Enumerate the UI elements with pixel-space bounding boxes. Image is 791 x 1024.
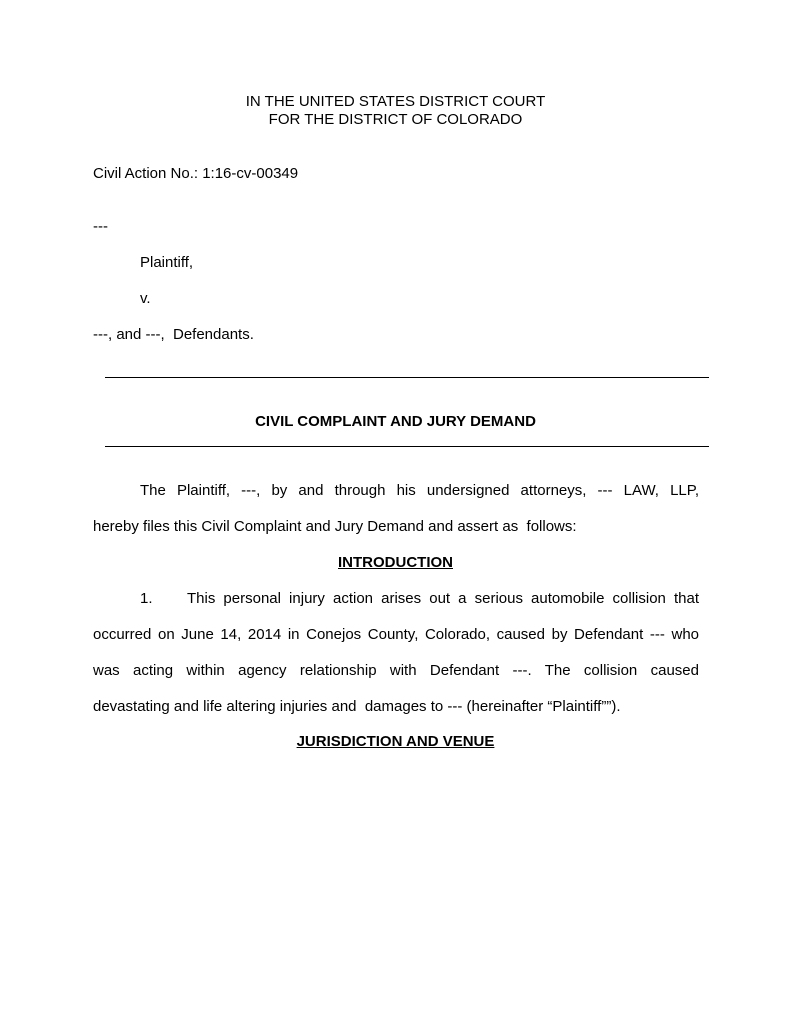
- title-bottom-rule: [105, 446, 709, 447]
- title-top-rule: [105, 377, 709, 378]
- plaintiff-label: Plaintiff,: [140, 254, 194, 271]
- court-name-line-2: FOR THE DISTRICT OF COLORADO: [268, 111, 523, 128]
- paragraph-1-line-1: [93, 590, 699, 626]
- defendants-line: ---, and ---, Defendants.: [93, 326, 254, 343]
- paragraph-1-line-4: devastating and life altering injuries and damages to --- (hereinafter “Plaintiff””).: [93, 698, 621, 715]
- preamble-line-2: hereby files this Civil Complaint and Jury Demand and assert as follows:: [93, 518, 577, 535]
- paragraph-1-line-1-text: This personal injury action arises out a serious automobile collision that: [187, 590, 699, 607]
- versus-label: v.: [140, 290, 151, 307]
- civil-action-number: Civil Action No.: 1:16-cv-00349: [93, 165, 299, 182]
- court-name-line-1: IN THE UNITED STATES DISTRICT COURT: [245, 93, 546, 110]
- paragraph-1-line-2: occurred on June 14, 2014 in Conejos County, Colorado, caused by Defendant --- who: [93, 626, 699, 643]
- paragraph-1-number: 1.: [140, 590, 153, 607]
- section-heading-introduction: INTRODUCTION: [338, 554, 453, 571]
- preamble-line-1: The Plaintiff, ---, by and through his undersigned attorneys, --- LAW, LLP,: [140, 482, 699, 499]
- plaintiff-name: ---: [93, 218, 108, 235]
- section-heading-jurisdiction: JURISDICTION AND VENUE: [296, 733, 495, 750]
- preamble-paragraph: [93, 482, 699, 554]
- paragraph-1: [93, 590, 699, 734]
- paragraph-1-line-3: was acting within agency relationship with Defendant ---. The collision caused: [93, 662, 699, 679]
- document-title: CIVIL COMPLAINT AND JURY DEMAND: [255, 413, 536, 430]
